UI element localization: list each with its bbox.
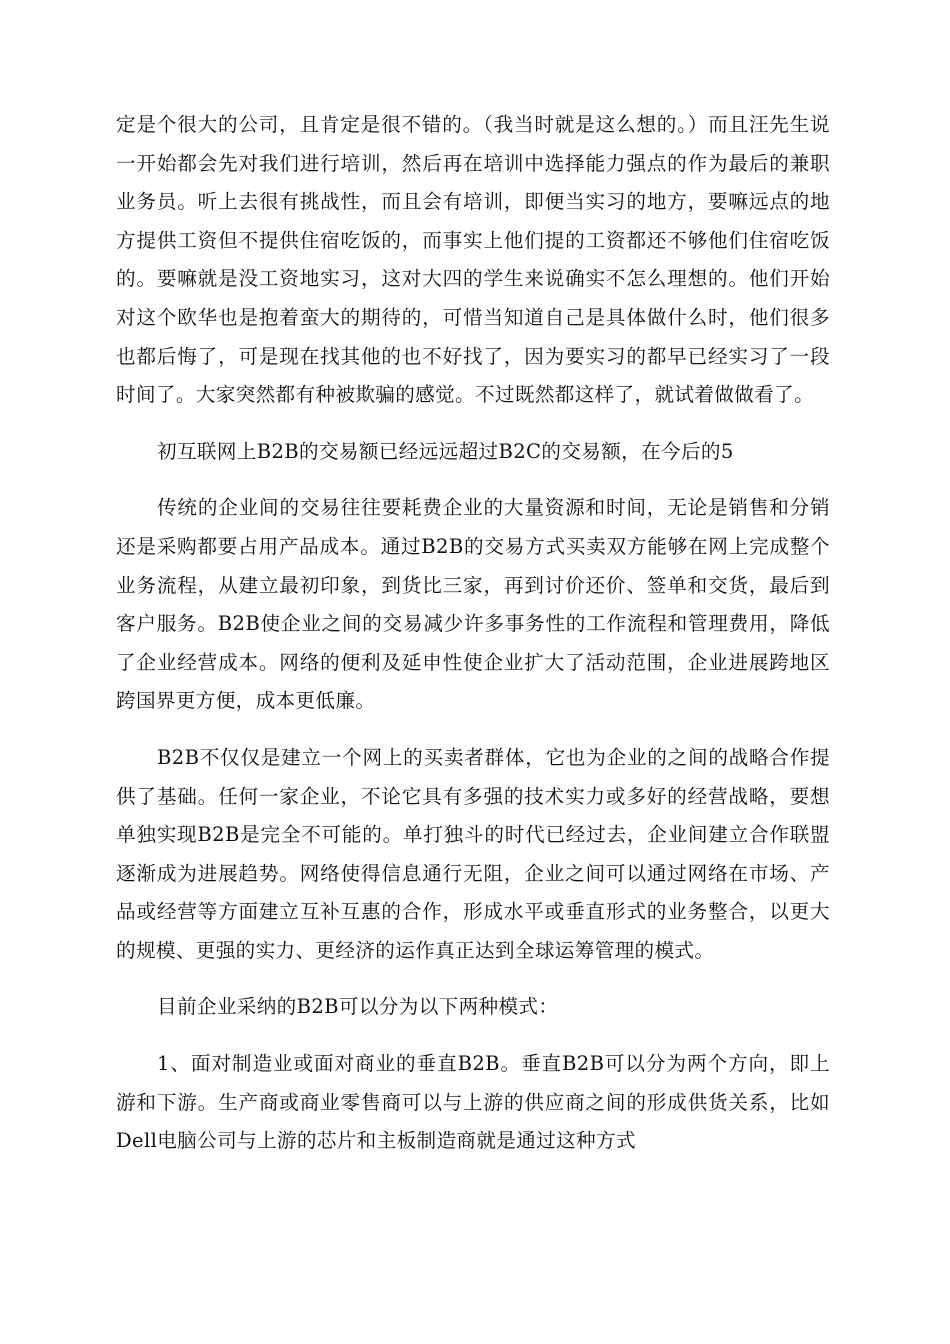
paragraph-1: 定是个很大的公司，且肯定是很不错的。（我当时就是这么想的。）而且汪先生说一开始都会先对我们进行培训，然后再在培训中选择能力强点的作为最后的兼职业务员。听上去很有挑战性，而且会有培训，即便当实习的地方，要嘛远点的地方提供工资但不提供住宿吃饭的，而事实上他们提的工资都还不够他们住宿吃饭的。要嘛就是没工资地实习，这对大四的学生来说确实不怎么理想的。他们开始对这个欧华也是抱着蛮大的期待的，可惜当知道自己是具体做什么时，他们很多也都后悔了，可是现在找其他的也不好找了，因为要实习的都早已经实习了一段时间了。大家突然都有种被欺骗的感觉。不过既然都这样了，就试着做做看了。: [116, 113, 830, 407]
paragraph-2: 初互联网上B2B的交易额已经远远超过B2C的交易额，在今后的5: [157, 439, 734, 463]
paragraph-6: 1、面对制造业或面对商业的垂直B2B。垂直B2B可以分为两个方向，即上游和下游。生产商或商业零售商可以与上游的供应商之间的形成供货关系，比如Dell电脑公司与上游的芯片和主板制造商就是通过这种方式: [116, 1052, 830, 1153]
paragraph-3: 传统的企业间的交易往往要耗费企业的大量资源和时间，无论是销售和分销还是采购都要占用产品成本。通过B2B的交易方式买卖双方能够在网上完成整个业务流程，从建立最初印象，到货比三家，再到讨价还价、签单和交货，最后到客户服务。B2B使企业之间的交易减少许多事务性的工作流程和管理费用，降低了企业经营成本。网络的便利及延申性使企业扩大了活动范围，企业进展跨地区跨国界更方便，成本更低廉。: [116, 496, 830, 713]
paragraph-5: 目前企业采纳的B2B可以分为以下两种模式：: [157, 995, 559, 1019]
document-page: [116, 106, 830, 1179]
paragraph-4: B2B不仅仅是建立一个网上的买卖者群体，它也为企业的之间的战略合作提供了基础。任何一家企业，不论它具有多强的技术实力或多好的经营战略，要想单独实现B2B是完全不可能的。单打独斗的时代已经过去，企业间建立合作联盟逐渐成为进展趋势。网络使得信息通行无阻，企业之间可以通过网络在市场、产品或经营等方面建立互补互惠的合作，形成水平或垂直形式的业务整合，以更大的规模、更强的实力、更经济的运作真正达到全球运筹管理的模式。: [116, 745, 830, 962]
